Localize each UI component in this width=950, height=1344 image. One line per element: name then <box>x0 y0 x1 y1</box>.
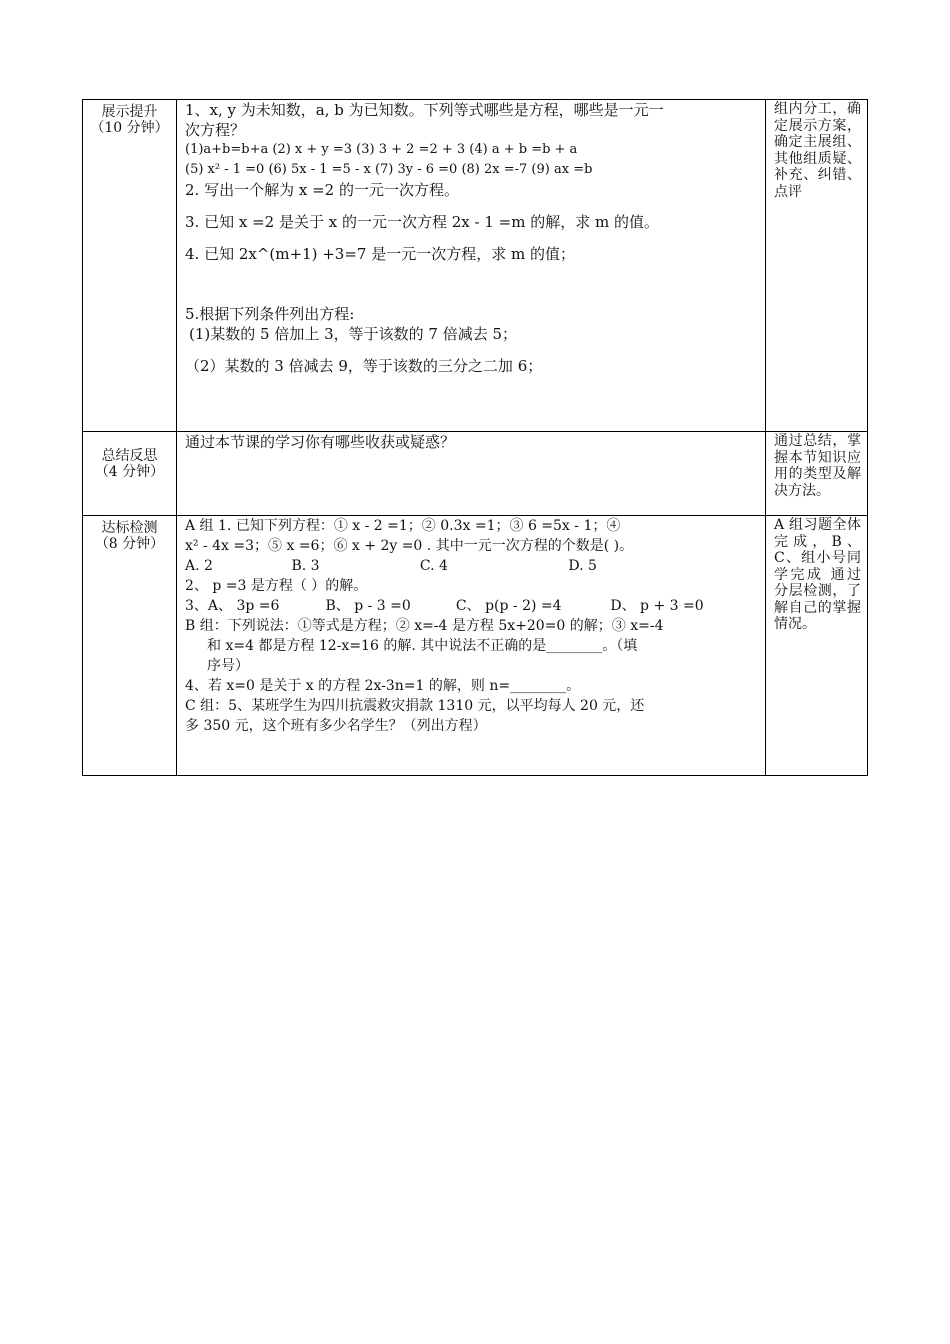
content-cell <box>177 100 766 432</box>
q5-a: (1)某数的 5 倍加上 3，等于该数的 7 倍减去 5； <box>189 325 518 343</box>
a1-text: A 组 1. 已知下列方程：① x - 2 =1；② 0.3x =1；③ 6 =5x - 1；④ <box>185 518 621 534</box>
table-row <box>83 100 868 432</box>
notes-text: 通过总结，掌握本节知识应用的类型及解决方法。 <box>774 433 861 499</box>
option-c: C、 p(p - 2) =4 <box>455 598 562 614</box>
stage-time: （10 分钟） <box>90 120 169 136</box>
b1-text-cont: 和 x=4 都是方程 12-x=16 的解. 其中说法不正确的是________。（填 <box>207 638 638 654</box>
notes-cell <box>766 516 868 776</box>
q1-line4: (5) x² - 1 =0 (6) 5x - 1 =5 - x (7) 3y - 6 =0 (8) 2x =-7 (9) ax =b <box>185 162 593 177</box>
option-d: D、 p + 3 =0 <box>610 598 704 614</box>
stage-cell <box>83 432 177 516</box>
a2-text: 2、 p =3 是方程（ ）的解。 <box>185 578 368 594</box>
b1-text-end: 序号） <box>207 658 249 674</box>
stage-cell <box>83 100 177 432</box>
content-cell <box>177 516 766 776</box>
q5-b: （2）某数的 3 倍减去 9，等于该数的三分之二加 6； <box>185 357 543 375</box>
option-b: B、 p - 3 =0 <box>325 598 411 614</box>
q4-text: 4. 已知 2x^(m+1) +3=7 是一元一次方程，求 m 的值； <box>185 245 575 263</box>
stage-label: 展示提升 <box>101 104 158 120</box>
c1-text-cont: 多 350 元，这个班有多少名学生？（列出方程） <box>185 718 487 734</box>
option-a: 3、A、 3p =6 <box>185 598 280 614</box>
option-b: B. 3 <box>291 558 320 574</box>
table-row <box>83 516 868 776</box>
content-cell <box>177 432 766 516</box>
stage-time: （8 分钟） <box>94 536 165 552</box>
table-row <box>83 432 868 516</box>
q1-line3: (1)a+b=b+a (2) x + y =3 (3) 3 + 2 =2 + 3 (4) a + b =b + a <box>185 142 578 157</box>
summary-question: 通过本节课的学习你有哪些收获或疑惑？ <box>185 433 456 451</box>
notes-cell <box>766 432 868 516</box>
lesson-table <box>82 99 868 776</box>
b2-text: 4、若 x=0 是关于 x 的方程 2x-3n=1 的解，则 n=________。 <box>185 678 581 694</box>
a1-options <box>185 556 759 576</box>
option-c: C. 4 <box>419 558 448 574</box>
notes-text: 组内分工，确定展示方案，确定主展组、其他组质疑、补充、纠错、点评 <box>774 101 861 200</box>
q1-line2: 次方程？ <box>185 121 246 139</box>
q1-line1: 1、x, y 为未知数，a, b 为已知数。下列等式哪些是方程，哪些是一元一 <box>185 101 664 119</box>
q5-title: 5.根据下列条件列出方程: <box>185 305 355 323</box>
q3-text: 3. 已知 x =2 是关于 x 的一元一次方程 2x - 1 =m 的解，求 m 的值。 <box>185 213 659 231</box>
stage-label: 达标检测 <box>101 520 158 536</box>
q2-text: 2. 写出一个解为 x =2 的一元一次方程。 <box>185 181 459 199</box>
b1-text: B 组：下列说法：①等式是方程；② x=-4 是方程 5x+20=0 的解；③ x=-4 <box>185 618 664 634</box>
option-d: D. 5 <box>568 558 597 574</box>
notes-text: A 组习题全体完成，B、C、组小号同学完成 通过分层检测，了解自己的掌握情况。 <box>774 517 861 632</box>
a1-text-cont: x² - 4x =3；⑤ x =6；⑥ x + 2y =0 . 其中一元一次方程的个数是( )。 <box>185 538 634 554</box>
stage-cell <box>83 516 177 776</box>
c1-text: C 组：5、某班学生为四川抗震救灾捐款 1310 元，以平均每人 20 元，还 <box>185 698 645 714</box>
stage-label: 总结反思 <box>101 448 158 464</box>
notes-cell <box>766 100 868 432</box>
stage-time: （4 分钟） <box>94 464 165 480</box>
a3-options <box>185 596 759 616</box>
option-a: A. 2 <box>185 558 213 574</box>
